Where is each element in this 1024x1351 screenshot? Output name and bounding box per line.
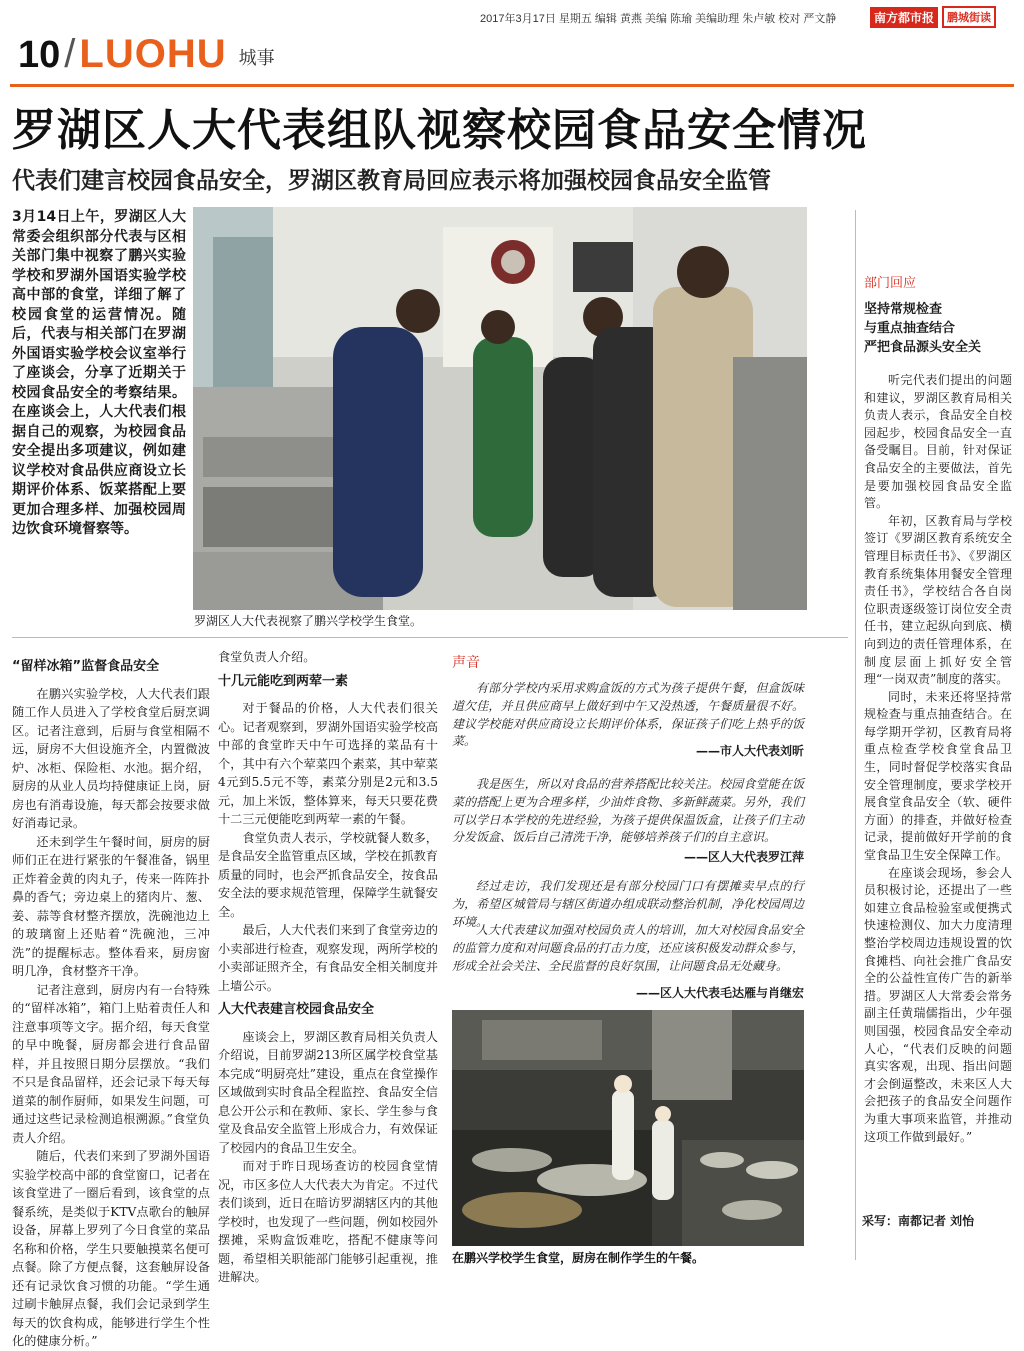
photo-illustration xyxy=(193,207,807,610)
page-number: 10 xyxy=(18,34,61,76)
paragraph: 食堂负责人介绍。 xyxy=(218,650,316,664)
section-heading-suggestions: 人大代表建言校园食品安全 xyxy=(218,1002,375,1017)
photo-kitchen xyxy=(452,1010,804,1246)
voice-quote: 有部分学校内采用求购盒饭的方式为孩子提供午餐，但盒饭味道欠佳，并且供应商早上做好到中午又没热透，午餐质量很不好。建议学校能对供应商设立长期评价体系，保证孩子们吃上热乎的饭菜。 xyxy=(452,681,804,749)
article-lede: 3月14日上午，罗湖区人大常委会组织部分代表与区相关部门集中视察了鹏兴实验学校和罗湖外国语实验学校高中部的食堂，详细了解了校园食堂的运营情况。随后，代表与相关部门在罗湖外国语实验学校会议室举行了座谈会，分享了近期关于校园食品安全的考察结果。在座谈会上，人大代表们根据自己的观察，为校园食品安全提出多项建议，例如建议学校对食品供应商设立长期评价体系、饭菜搭配上要更加合理多样、加强校园周边饮食环境督察等。 xyxy=(12,209,186,537)
photo-delegates-inspection xyxy=(193,207,807,610)
paragraph: 食堂负责人表示，学校就餐人数多，是食品安全监管重点区域，学校在抓教育质量的同时，也会严抓食品安全，按食品安全法的要求规范管理，保障学生就餐安全。 xyxy=(218,830,438,919)
paragraph: 随后，代表们来到了罗湖外国语实验学校高中部的食堂窗口，记者在该食堂进了一圈后看到，该食堂的点餐系统，是类似于KTV点歌台的触屏设备，屏幕上罗列了今日食堂的菜品名称和价格，学生只要触摸菜名便可点餐。除了方便点餐，这套触屏设备还有记录饮食习惯的功能。“学生通过刷卡触屏点餐，我们会记录到学生每天的饮食构成，能够进行学生个性化的健康分析。” xyxy=(12,1149,210,1348)
photo1-caption: 罗湖区人大代表视察了鹏兴学校学生食堂。 xyxy=(194,614,423,628)
paragraph: 同时，未来还将坚持常规检查与重点抽查结合。在每学期开学初，区教育局将重点检查学校食堂食品卫生，同时督促学校落实食品安全管理制度，要求学校开展食堂食品安全（软、硬件方面）的排查，并做好检查记录，提前做好开学前的食堂食品卫生安全保障工作。 xyxy=(864,689,1012,863)
paragraph: 座谈会上，罗湖区教育局相关负责人介绍说，目前罗湖213所区属学校食堂基本完成“明厨亮灶”建设，重点在食堂操作区域做到实时食品全程监控、食品安全信息公开公示和在教师、家长、学生参与食堂及食品安全监管上形成合力，有效保证了校园内的食品卫生安全。 xyxy=(218,1029,438,1155)
body-column-2 xyxy=(218,648,438,1284)
voice-signature: ——区人大代表罗江萍 xyxy=(683,850,804,864)
article-headline: 罗湖区人大代表组队视察校园食品安全情况 xyxy=(12,105,867,156)
paragraph: 还未到学生午餐时间，厨房的厨师们正在进行紧张的午餐准备，锅里正炸着金黄的肉丸子，传来一阵阵扑鼻的香气；旁边桌上的猪肉片、葱、姜、蒜等食材整齐摆放，洗碗池边上的玻璃窗上还贴着“洗碗池，三冲洗”的提醒标志。整体看来，厨房窗明几净，食材整齐干净。 xyxy=(12,834,210,978)
voice-quote: 我是医生，所以对食品的营养搭配比较关注。校园食堂能在饭菜的搭配上更为合理多样，少油炸食物、多新鲜蔬菜。另外，我们可以学日本学校的先进经验，为孩子提供保温饭盒，让孩子们主动分发饭盒、饭后自己清洗干净，能够培养孩子们的自主意识。 xyxy=(452,777,804,845)
paragraph: 而对于昨日现场查访的校园食堂情况，市区多位人大代表大为肯定。不过代表们谈到，近日在暗访罗湖辖区内的其他学校时，也发现了一些问题，例如校园外摆摊，采购盒饭难吃，搭配不健康等问题，希望相关职能部门能够引起重视，推进解决。 xyxy=(218,1159,438,1284)
voices-tag: 声音 xyxy=(452,655,480,671)
paragraph: 记者注意到，厨房内有一台特殊的“留样冰箱”，箱门上贴着责任人和注意事项等文字。据介绍，每天食堂的早中晚餐，厨房都会进行食品留样，并且按照日期分层摆放。“我们不只是食品留样，还会记录下每天每道菜的制作厨师，如果发生问题，可通过这些记录检测追根溯源。”食堂负责人介绍。 xyxy=(12,982,210,1145)
response-title-line: 坚持常规检查 xyxy=(864,302,943,317)
photo2-caption: 在鹏兴学校学生食堂，厨房在制作学生的午餐。 xyxy=(452,1251,705,1265)
article-subhead: 代表们建言校园食品安全，罗湖区教育局回应表示将加强校园食品安全监管 xyxy=(12,168,771,194)
paragraph: 对于餐品的价格，人大代表们很关心。记者观察到，罗湖外国语实验学校高中部的食堂昨天中午可选择的菜品有十个，其中有六个荤菜四个素菜，其中荤菜4元到5.5元不等，素菜分别是2元和3.5元，加上米饭，整体算来，每天只要花费十二三元便能吃到两荤一素的午餐。 xyxy=(218,701,438,826)
response-title xyxy=(864,300,1014,357)
masthead-rule xyxy=(10,84,1014,87)
body-column-right xyxy=(864,372,1012,1210)
paragraph: 年初，区教育局与学校签订《罗湖区教育系统安全管理目标责任书》、《罗湖区教育系统集体用餐安全管理责任书》，学校结合各自岗位职责逐级签订岗位安全责任书，建立起纵向到底、横向到边的责任管理体系，在制度层面上抓好安全管理“一岗双责”制度的落实。 xyxy=(864,513,1012,687)
page-masthead xyxy=(18,30,275,74)
voice-quote: 经过走访，我们发现还是有部分校园门口有摆摊卖早点的行为，希望区城管局与辖区街道办组成联动整治机制，净化校园周边环境。 xyxy=(452,879,804,929)
photo-illustration xyxy=(452,1010,804,1246)
byline: 采写：南都记者 刘怡 xyxy=(862,1214,975,1228)
section-name: 城事 xyxy=(238,48,275,69)
masthead-slash: / xyxy=(64,32,76,76)
body-column-1 xyxy=(12,652,210,1348)
voice-signature: ——区人大代表毛达雁与肖继宏 xyxy=(635,986,804,1000)
section-divider xyxy=(12,637,848,638)
department-response-tag: 部门回应 xyxy=(864,276,917,291)
brand-name: 南方都市报 xyxy=(870,7,938,28)
issue-info-line: 2017年3月17日 星期五 编辑 黄燕 美编 陈瑜 美编助理 朱卢敏 校对 严文静 xyxy=(480,13,837,25)
brand-sub: 鹏城街读 xyxy=(942,6,996,28)
voice-quote: 人大代表建议加强对校园负责人的培训，加大对校园食品安全的监管力度和对问题食品的打击力度，还应该积极发动群众参与，形成全社会关注、全民监督的良好氛围，让问题食品无处藏身。 xyxy=(452,923,804,973)
response-title-line: 与重点抽查结合 xyxy=(864,321,956,336)
section-heading-sample-fridge: “留样冰箱”监督食品安全 xyxy=(12,659,160,674)
section-heading-price: 十几元能吃到两荤一素 xyxy=(218,673,349,689)
paragraph: 在座谈会现场，参会人员积极讨论，还提出了一些如建立食品检验室或便携式快速检测仪、加大力度清理整治学校周边违规设置的饮食摊档、向社会推广食品安全的公益性宣传广告的新举措。罗湖区人大常委会常务副主任黄瑞儒指出，少年强则国强，校园食品安全牵动人心，“代表们反映的问题真实客观，出现、指出问题才会倒逼整改，未来区人大会把孩子的食品安全问题作为重大事项来监管，并推动这项工作做到最好。” xyxy=(864,865,1012,1144)
response-title-line: 严把食品源头安全关 xyxy=(864,340,982,355)
newspaper-logo xyxy=(870,6,1016,28)
paragraph: 在鹏兴实验学校，人大代表们跟随工作人员进入了学校食堂后厨烹调区。记者注意到，后厨与食堂相隔不远，厨房不大但设施齐全，内置微波炉、冰柜、保险柜、水池。据介绍，厨房的从业人员均持健康证上岗，厨房也有消毒设施，每天都会按要求做好消毒记录。 xyxy=(12,686,210,830)
column-divider xyxy=(855,210,856,1260)
paragraph: 听完代表们提出的问题和建议，罗湖区教育局相关负责人表示，食品安全自校园起步，校园食品安全一直备受瞩目。目前，针对保证食品安全的主要做法，首先是要加强校园食品安全监管。 xyxy=(864,373,1012,511)
paragraph: 最后，人大代表们来到了食堂旁边的小卖部进行检查，观察发现，两所学校的小卖部证照齐全，有食品安全相关制度并上墙公示。 xyxy=(218,923,438,993)
voice-signature: ——市人大代表刘昕 xyxy=(695,744,804,758)
edition-name: LUOHU xyxy=(79,32,227,76)
